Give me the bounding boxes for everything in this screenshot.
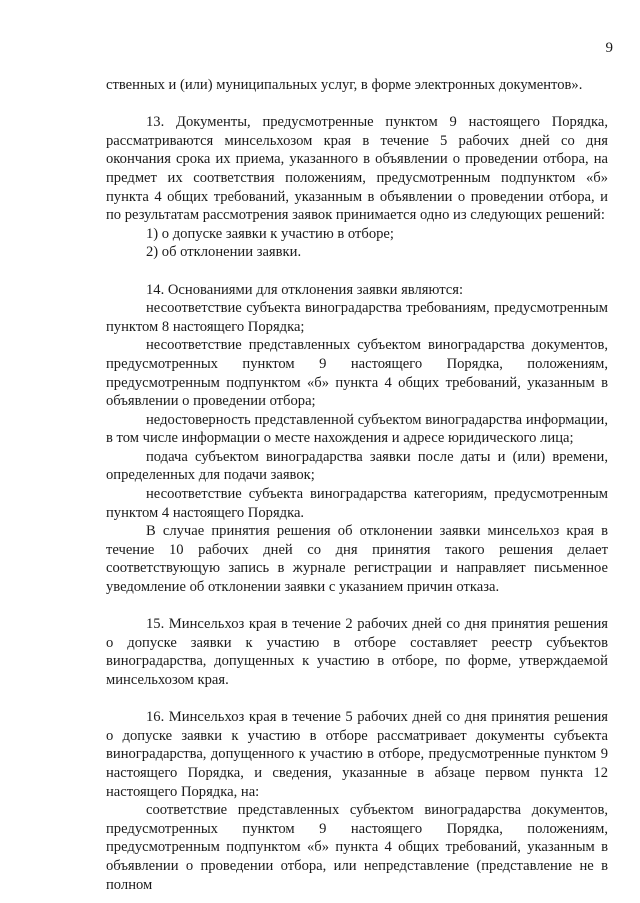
paragraph-14-rejection: В случае принятия решения об отклонении заявки минсельхоз края в течение 10 рабочих дней со дня принятия такого решения делает соответствующую запись в журнале регистрации и направляет письменное уведомление об отклонении заявки с указанием причин отказа. [106,523,608,596]
list-item-2: 2) об отклонении заявки. [146,244,302,261]
document-body [106,76,608,894]
paragraph-14-reason-2: несоответствие представленных субъектом виноградарства документов, предусмотренных пунктом 9 настоящего Порядка, положениям, предусмотренным подпунктом «б» пункта 4 общих требований, указанным в объявлении о проведении отбора; [106,337,608,410]
page-number: 9 [605,40,613,56]
paragraph-14-reason-1: несоответствие субъекта виноградарства требованиям, предусмотренным пунктом 8 настоящего Порядка; [106,300,608,335]
paragraph-14: 14. Основаниями для отклонения заявки являются: [146,281,464,298]
paragraph-16-item-1: соответствие представленных субъектом виноградарства документов, предусмотренных пунктом 9 настоящего Порядка, положениям, предусмотренным подпунктом «б» пункта 4 общих требований, указанным в объявлении о проведении отбора, или непредставление (представление не в полном [106,802,608,893]
list-item-1: 1) о допуске заявки к участию в отборе; [146,225,394,242]
paragraph-14-reason-3: недостоверность представленной субъектом виноградарства информации, в том числе информации о месте нахождения и адресе юридического лица; [106,411,608,447]
paragraph-14-reason-4: подача субъектом виноградарства заявки после даты и (или) времени, определенных для подачи заявок; [106,448,608,484]
paragraph-continuation: ственных и (или) муниципальных услуг, в форме электронных документов». [106,77,583,93]
paragraph-13: 13. Документы, предусмотренные пунктом 9 настоящего Порядка, рассматриваются минсельхозом края в течение 5 рабочих дней со дня окончания срока их приема, указанного в объявлении о проведении отбора, на предмет их соответствия положениям, предусмотренным подпунктом «б» пункта 4 общих требований, указанным в объявлении о проведении отбора, и по результатам рассмотрения заявок принимается одно из следующих решений: [106,114,608,224]
paragraph-14-reason-5: несоответствие субъекта виноградарства категориям, предусмотренным пунктом 4 настоящего Порядка. [106,486,608,521]
paragraph-15: 15. Минсельхоз края в течение 2 рабочих дней со дня принятия решения о допуске заявки к участию в отборе составляет реестр субъектов виноградарства, допущенных к участию в отборе, по форме, утверждаемой минсельхозом края. [106,616,608,688]
paragraph-16: 16. Минсельхоз края в течение 5 рабочих дней со дня принятия решения о допуске заявки к участию в отборе рассматривает документы субъекта виноградарства, допущенного к участию в отборе, предусмотренные пунктом 9 настоящего Порядка, и сведения, указанные в абзаце первом пункта 12 настоящего Порядка, на: [106,709,608,800]
